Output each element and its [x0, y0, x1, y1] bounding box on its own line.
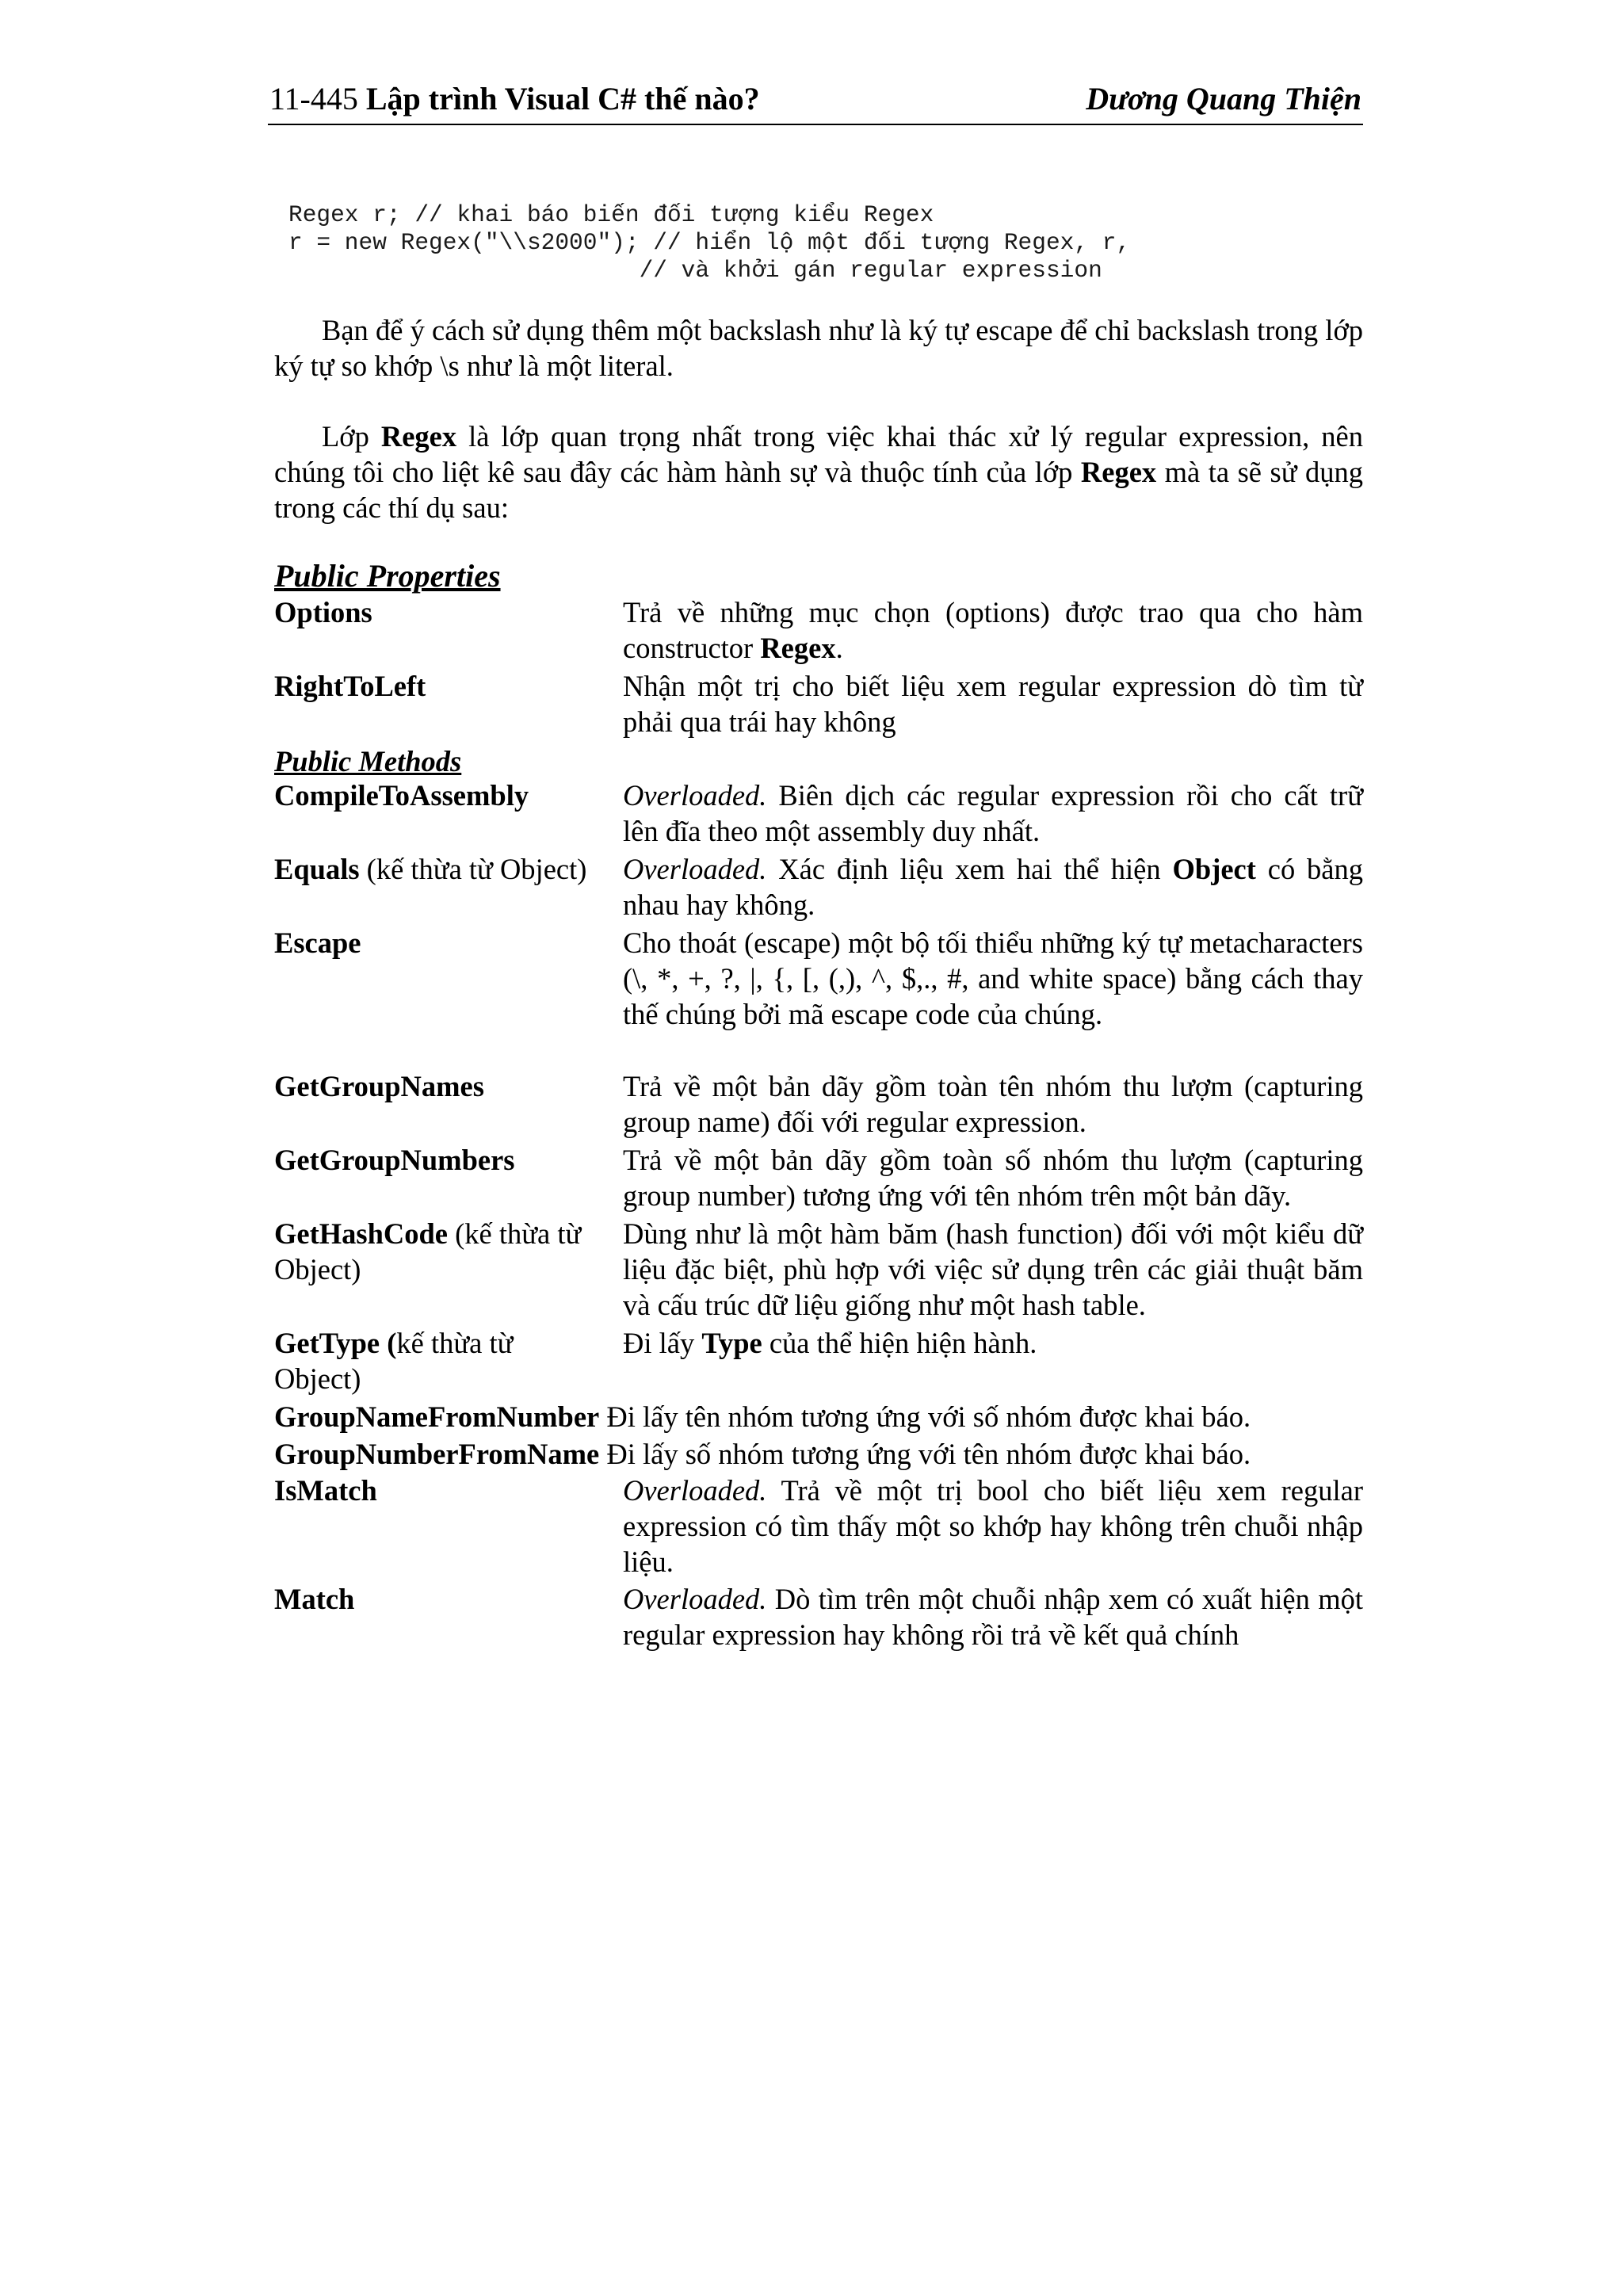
methods-heading: Public Methods [274, 745, 462, 777]
paragraph-escape-note [274, 312, 1363, 384]
definition-term: RightToLeft [274, 670, 426, 702]
paragraph-text: Bạn để ý cách sử dụng thêm một backslash như là ký tự escape để chỉ backslash trong lớp ký tự so khớp \s như là một literal. [274, 314, 1363, 382]
definition-term: GroupNumberFromName Đi lấy số nhóm tương ứng với tên nhóm được khai báo. [274, 1438, 1251, 1470]
definition-term: CompileToAssembly [274, 779, 529, 812]
definition-term: Equals (kế thừa từ Object) [274, 853, 587, 885]
page-number: 11-445 [269, 81, 358, 117]
definition-desc: Overloaded. Dò tìm trên một chuỗi nhập xem có xuất hiện một regular expression hay không rồi trả về kết quả chính [623, 1583, 1363, 1651]
definition-term: GetGroupNames [274, 1070, 484, 1102]
definition-term: GetHashCode (kế thừa từ Object) [274, 1217, 582, 1286]
book-title: Lập trình Visual C# thế nào? [365, 81, 760, 117]
code-line: Regex r; // khai báo biến đối tượng kiểu Regex [288, 201, 934, 228]
definition-desc: Overloaded. Trả về một trị bool cho biết liệu xem regular expression có tìm thấy một so khớp hay không trên chuỗi nhập liệu. [623, 1474, 1363, 1578]
definition-term: GetGroupNumbers [274, 1144, 515, 1176]
definition-desc: Trả về một bản dãy gồm toàn số nhóm thu lượm (capturing group number) tương ứng với tên nhóm trên một bản dãy. [623, 1144, 1363, 1212]
definition-term: Options [274, 596, 372, 628]
paragraph-text: Lớp [322, 420, 381, 453]
definition-desc: Trả về những mục chọn (options) được trao qua cho hàm constructor Regex. [623, 596, 1363, 664]
definition-desc: Overloaded. Biên dịch các regular expression rồi cho cất trữ lên đĩa theo một assembly duy nhất. [623, 779, 1363, 847]
definition-term: GetType (kế thừa từ Object) [274, 1327, 514, 1395]
definition-term: Match [274, 1583, 355, 1615]
header-divider [268, 124, 1363, 125]
definition-desc: Nhận một trị cho biết liệu xem regular expression dò tìm từ phải qua trái hay không [623, 670, 1363, 738]
paragraph-regex-intro [274, 418, 1363, 525]
definition-desc: Trả về một bản dãy gồm toàn tên nhóm thu lượm (capturing group name) đối với regular expression. [623, 1070, 1363, 1138]
definition-term: IsMatch [274, 1474, 377, 1507]
class-name: Regex [380, 420, 457, 453]
definition-desc: Đi lấy Type của thể hiện hiện hành. [623, 1327, 1037, 1359]
paragraph-text: là lớp quan trọng nhất trong việc khai thác xử lý regular expression, nên chúng tôi cho liệt kê sau đây các hàm hành sự và thuộc tính của lớp [274, 420, 1363, 488]
code-line: // và khởi gán regular expression [288, 257, 1102, 284]
definition-desc: Dùng như là một hàm băm (hash function) đối với một kiểu dữ liệu đặc biệt, phù hợp với việc sử dụng trên các giải thuật băm và cấu trúc dữ liệu giống như một hash table. [623, 1217, 1363, 1321]
class-name: Regex [1080, 456, 1157, 488]
author-name: Dương Quang Thiện [1086, 81, 1361, 117]
code-block [288, 201, 1130, 285]
page-header [269, 76, 1361, 124]
properties-heading: Public Properties [274, 558, 501, 594]
definition-desc: Overloaded. Xác định liệu xem hai thể hiện Object có bằng nhau hay không. [623, 853, 1364, 921]
paragraph-text: mà ta sẽ sử dụng trong các thí dụ sau: [274, 456, 1363, 524]
definition-desc: Cho thoát (escape) một bộ tối thiểu những ký tự metacharacters (\, *, +, ?, |, {, [, (,), ^, $,., #, and white space) bằng cách thay thế chúng bởi mã escape code của chúng. [623, 926, 1363, 1030]
header-left [269, 80, 760, 117]
code-line: r = new Regex("\\s2000"); // hiển lộ một đối tượng Regex, r, [288, 229, 1131, 256]
definition-term: GroupNameFromNumber Đi lấy tên nhóm tương ứng với số nhóm được khai báo. [274, 1400, 1251, 1433]
definition-term: Escape [274, 926, 361, 959]
